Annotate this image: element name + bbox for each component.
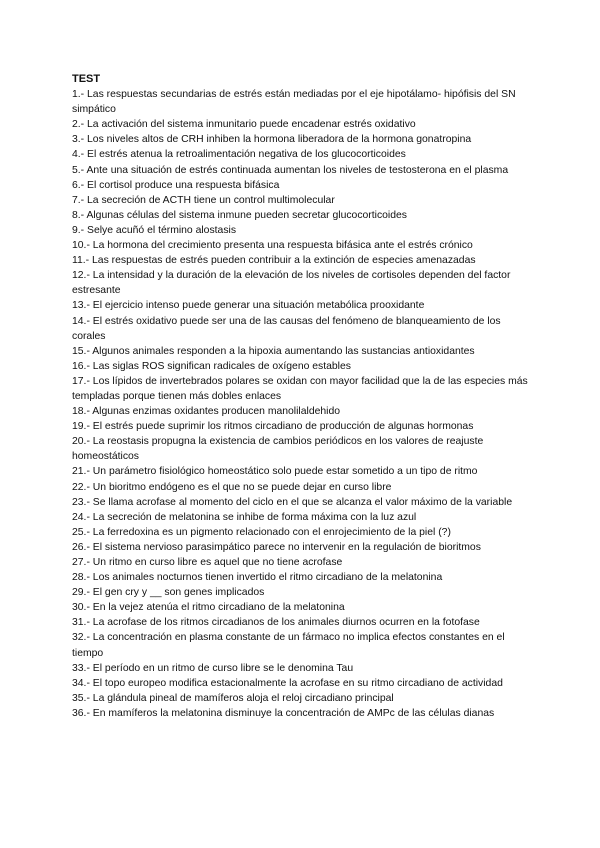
question-item: 23.- Se llama acrofase al momento del ciclo en el que se alcanza el valor máximo de la variable (72, 496, 513, 508)
question-item: 11.- Las respuestas de estrés pueden contribuir a la extinción de especies amenazadas (72, 255, 476, 267)
question-item: 17.- Los lípidos de invertebrados polares se oxidan con mayor facilidad que la de las especies más templadas porque tienen más dobles enlaces (72, 375, 528, 402)
question-item: 30.- En la vejez atenúa el ritmo circadiano de la melatonina (72, 602, 345, 614)
question-item: 34.- El topo europeo modifica estacionalmente la acrofase en su ritmo circadiano de actividad (72, 677, 503, 689)
question-item: 24.- La secreción de melatonina se inhibe de forma máxima con la luz azul (72, 511, 417, 523)
question-item: 35.- La glándula pineal de mamíferos aloja el reloj circadiano principal (72, 692, 394, 704)
question-item: 12.- La intensidad y la duración de la elevación de los niveles de cortisoles dependen del factor estresante (72, 270, 511, 297)
question-item: 13.- El ejercicio intenso puede generar una situación metabólica prooxidante (72, 300, 425, 312)
question-item: 2.- La activación del sistema inmunitario puede encadenar estrés oxidativo (72, 119, 416, 131)
question-item: 6.- El cortisol produce una respuesta bifásica (72, 179, 280, 191)
question-item: 10.- La hormona del crecimiento presenta una respuesta bifásica ante el estrés crónico (72, 240, 473, 252)
question-item: 27.- Un ritmo en curso libre es aquel que no tiene acrofase (72, 557, 343, 568)
question-item: 22.- Un bioritmo endógeno es el que no se puede dejar en curso libre (72, 481, 392, 493)
question-item: 31.- La acrofase de los ritmos circadianos de los animales diurnos ocurren en la fotofase (72, 617, 480, 629)
question-item: 29.- El gen cry y __ son genes implicados (72, 587, 265, 599)
question-item: 9.- Selye acuñó el término alostasis (72, 224, 237, 236)
question-list (72, 87, 532, 721)
question-item: 26.- El sistema nervioso parasimpático parece no intervenir en la regulación de bioritmos (72, 541, 481, 553)
question-item: 28.- Los animales nocturnos tienen invertido el ritmo circadiano de la melatonina (72, 572, 443, 584)
question-item: 33.- El período en un ritmo de curso libre se le denomina Tau (72, 662, 354, 674)
question-item: 14.- El estrés oxidativo puede ser una de las causas del fenómeno de blanqueamiento de los corales (72, 315, 501, 342)
question-item: 32.- La concentración en plasma constante de un fármaco no implica efectos constantes en el tiempo (72, 632, 505, 659)
question-item: 16.- Las siglas ROS significan radicales de oxígeno estables (72, 360, 351, 372)
question-item: 5.- Ante una situación de estrés continuada aumentan los niveles de testosterona en el plasma (72, 164, 509, 176)
question-item: 8.- Algunas células del sistema inmune pueden secretar glucocorticoides (72, 209, 407, 221)
question-item: 4.- El estrés atenua la retroalimentación negativa de los glucocorticoides (72, 149, 406, 161)
question-item: 36.- En mamíferos la melatonina disminuye la concentración de AMPc de las células dianas (72, 707, 495, 719)
question-item: 1.- Las respuestas secundarias de estrés están mediadas por el eje hipotálamo- hipófisis del SN simpático (72, 89, 516, 116)
question-item: 20.- La reostasis propugna la existencia de cambios periódicos en los valores de reajuste homeostáticos (72, 436, 484, 463)
question-item: 18.- Algunas enzimas oxidantes producen manolilaldehido (72, 406, 341, 418)
question-item: 3.- Los niveles altos de CRH inhiben la hormona liberadora de la hormona gonatropina (72, 134, 472, 146)
document-title: TEST (72, 73, 101, 85)
document-page (72, 72, 532, 721)
question-item: 21.- Un parámetro fisiológico homeostático solo puede estar sometido a un tipo de ritmo (72, 466, 478, 478)
question-item: 15.- Algunos animales responden a la hipoxia aumentando las sustancias antioxidantes (72, 345, 475, 357)
question-item: 19.- El estrés puede suprimir los ritmos circadiano de producción de algunas hormonas (72, 421, 474, 433)
question-item: 7.- La secreción de ACTH tiene un control multimolecular (72, 194, 335, 206)
question-item: 25.- La ferredoxina es un pigmento relacionado con el enrojecimiento de la piel (?) (72, 526, 451, 538)
